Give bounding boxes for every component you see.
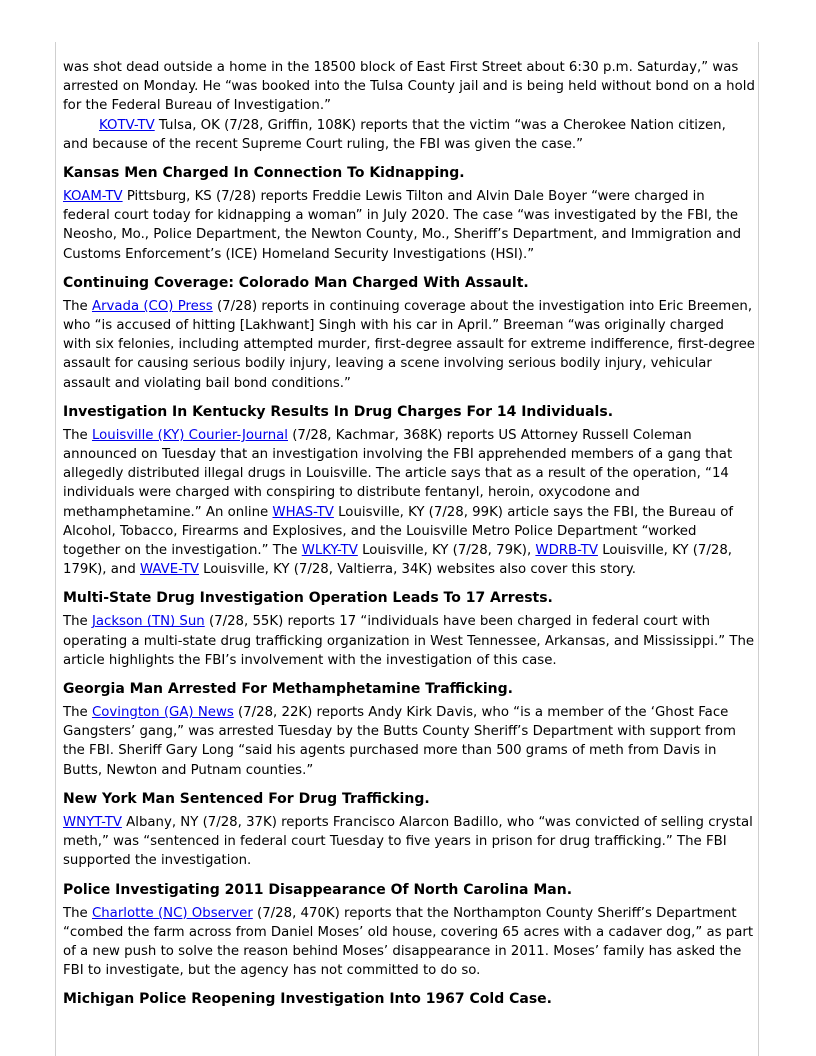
article-kansas: KOAM-TV Pittsburg, KS (7/28) reports Freddie Lewis Tilton and Alvin Dale Boyer “were charged in federal court today for kidnapping a woman” in July 2020. The case “was investigated by the FBI, the Neosho, Mo., Police Department, the Newton County, Mo., Sheriff’s Department, and Immigration and Customs Enforcement’s (ICE) Homeland Security Investigations (HSI).” — [63, 189, 742, 262]
headline-multistate: Multi-State Drug Investigation Operation Leads To 17 Arrests. — [63, 590, 553, 607]
article-newyork: WNYT-TV Albany, NY (7/28, 37K) reports Francisco Alarcon Badillo, who “was convicted of selling crystal meth,” was “sentenced in federal court Tuesday to five years in prison for drug trafficking.” The FBI supported the investigation. — [63, 814, 753, 869]
headline-michigan: Michigan Police Reopening Investigation Into 1967 Cold Case. — [63, 991, 552, 1008]
wlky-link[interactable]: WLKY-TV — [301, 543, 358, 559]
headline-georgia: Georgia Man Arrested For Methamphetamine Trafficking. — [63, 681, 513, 698]
right-margin-rule — [758, 42, 759, 1056]
article-colorado: The Arvada (CO) Press (7/28) reports in continuing coverage about the investigation into Eric Breemen, who “is accused of hitting [Lakhwant] Singh with his car in April.” Breeman “was originally charged with six felonies, including attempted murder, first-degree assault for extreme indifference, first-degree assault for causing serious bodily injury, leaving a scene involving serious bodily injury, vehicular assault and violating bail bond conditions.” — [63, 298, 755, 391]
wdrb-link[interactable]: WDRB-TV — [535, 543, 598, 559]
headline-newyork: New York Man Sentenced For Drug Trafficking. — [63, 790, 430, 807]
left-margin-rule — [55, 42, 56, 1056]
document-body — [63, 58, 755, 1013]
koam-link[interactable]: KOAM-TV — [63, 189, 123, 205]
headline-colorado: Continuing Coverage: Colorado Man Charged With Assault. — [63, 274, 529, 291]
article-georgia: The Covington (GA) News (7/28, 22K) reports Andy Kirk Davis, who “is a member of the ‘Ghost Face Gangsters’ gang,” was arrested Tuesday by the Butts County Sheriff’s Department with support from the FBI. Sheriff Gary Long “said his agents purchased more than 500 grams of meth from Davis in Butts, Newton and Putnam counties.” — [63, 705, 736, 778]
article-multistate: The Jackson (TN) Sun (7/28, 55K) reports 17 “individuals have been charged in federal court with operating a multi-state drug trafficking organization in West Tennessee, Arkansas, and Mississippi.” The article highlights the FBI’s involvement with the investigation of this case. — [63, 614, 755, 668]
wave-link[interactable]: WAVE-TV — [139, 562, 199, 578]
whas-link[interactable]: WHAS-TV — [272, 504, 334, 520]
headline-kansas: Kansas Men Charged In Connection To Kidnapping. — [63, 165, 465, 182]
jackson-sun-link[interactable]: Jackson (TN) Sun — [91, 614, 205, 630]
arvada-press-link[interactable]: Arvada (CO) Press — [91, 298, 213, 314]
article-northcarolina: The Charlotte (NC) Observer (7/28, 470K) reports that the Northampton County Sheriff’s Department “combed the farm across from Daniel Moses’ old house, covering 65 acres with a cadaver dog,” as part of a new push to solve the reason behind Moses’ disappearance in 2011. Moses’ family has asked the FBI to investigate, but the agency has not committed to do so. — [63, 905, 754, 979]
kotv-link[interactable]: KOTV-TV — [99, 117, 155, 133]
covington-news-link[interactable]: Covington (GA) News — [91, 705, 234, 721]
article-kentucky: The Louisville (KY) Courier-Journal (7/28, Kachmar, 368K) reports US Attorney Russell Coleman announced on Tuesday that an investigation involving the FBI apprehended members of a gang that allegedly distributed illegal drugs in Louisville. The article says that as a result of the operation, “14 individuals were charged with conspiring to distribute fentanyl, heroin, oxycodone and methamphetamine.” An online WHAS-TV Louisville, KY (7/28, 99K) article says the FBI, the Bureau of Alcohol, Tobacco, Firearms and Explosives, and the Louisville Metro Police Department “worked together on the investigation.” The WLKY-TV Louisville, KY (7/28, 79K), WDRB-TV Louisville, KY (7/28, 179K), and WAVE-TV Louisville, KY (7/28, Valtierra, 34K) websites also cover this story. — [63, 427, 734, 578]
courier-journal-link[interactable]: Louisville (KY) Courier-Journal — [91, 427, 288, 443]
headline-northcarolina: Police Investigating 2011 Disappearance Of North Carolina Man. — [63, 881, 573, 898]
intro-paragraph: was shot dead outside a home in the 18500 block of East First Street about 6:30 p.m. Saturday,” was arrested on Monday. He “was booked into the Tulsa County jail and is being held without bond on a hold for the Federal Bureau of Investigation.” — [63, 60, 755, 114]
wnyt-link[interactable]: WNYT-TV — [63, 814, 122, 830]
intro-followup-paragraph: KOTV-TV Tulsa, OK (7/28, Griffin, 108K) reports that the victim “was a Cherokee Nation citizen, and because of the recent Supreme Court ruling, the FBI was given the case.” — [63, 117, 726, 152]
headline-kentucky: Investigation In Kentucky Results In Drug Charges For 14 Individuals. — [63, 403, 614, 420]
charlotte-observer-link[interactable]: Charlotte (NC) Observer — [91, 905, 253, 921]
